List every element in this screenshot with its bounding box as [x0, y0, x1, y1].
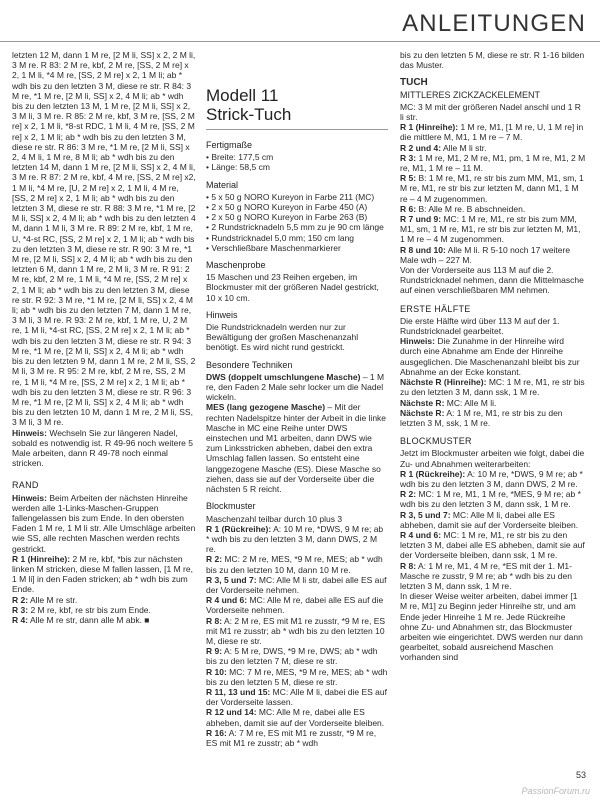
row-label: Nächste R:: [400, 407, 445, 418]
column-right: [400, 50, 586, 790]
pattern-row: [206, 616, 388, 647]
model-title: [206, 86, 388, 130]
row-label: R 8 und 10:: [400, 244, 446, 255]
row-text: A: 5 M re, DWS, *9 M re, DWS; ab * wdh bis zu den letzten 7 M, diese re str.: [206, 646, 378, 667]
pattern-row: [400, 214, 586, 245]
pattern-row: [206, 575, 388, 595]
rand-row: [12, 554, 196, 595]
row-label: R 1 (Hinreihe):: [400, 122, 459, 133]
pattern-row: [400, 530, 586, 561]
row-label: R 3:: [12, 604, 29, 615]
pattern-row: [400, 245, 586, 265]
row-text: B: Alle M re. B abschneiden.: [418, 203, 526, 214]
list-item: • Länge: 58,5 cm: [206, 162, 388, 172]
row-label: R 3, 5 und 7:: [400, 509, 451, 520]
pattern-continuation: letzten 12 M, dann 1 M re, [2 M li, SS] x 2, 2 M li, 3 M re. R 83: 2 M re, kbf, 2 M re, [SS, 2 M re] x 2, 1 M li, *4 M re, [SS, 2 M re] x 2, 1 M li; ab * wdh bis zu den letzten 3 M, diese re str. R 84: 3 M re, *1 M re, [2 M li, SS] x 2, 4 M li; ab * wdh bis zu den letzten 13 M, 1 M re, [2 M li, SS] x 2, 3 M li, 3 M re. R 85: 2 M re, kbf, 3 M re, [SS, 2 M re] x 2, 1 M li, *8-st RDC, 1 M li, 4 M re, [SS, 2 M re] x 2, 1 M li; ab * wdh bis zu den letzten 3 M, diese re str. R 86: 3 M re, *1 M re, [2 M li, SS] x 2, 4 M li, 1 M re, 8 M li; ab * wdh bis zu den letzten 14 M, dann 1 M re, [2 M li, SS] x 2, 4 M li, 3 M re. R 87: 2 M re, kbf, 4 M re, [SS, 2 M re] x2, 1 M li, *4 M re, [U, 2 M re] x 2, 1 M li, 4 M re, [SS, 2 M re] x 2, 1 M li; ab * wdh bis zu den letzten 3 M, diese re str. R 88: 3 M re, *1 M re, [2 M li, SS] x 2, 4 M li; ab * wdh bis zu den letzten 4 M, dann 1 M li, 3 M re. R 89: 2 M re, kbf, 1 M re, U, *4-st RC, [SS, 2 M re] x 2, 1 M li; ab * wdh bis zu den letzten 3 M, diese re str. R 90: 3 M re, *1 M re, [2 M li, SS] x 2, 4 M li; ab * wdh bis zu den letzten 6 M, dann 1 M re, 2 M li, 3 M re. R 91: 2 M re, kbf, 2 M re, 1 M li, *4 M re, [SS, 2 M re] x 2, 1 M li; ab * wdh bis zu den letzten 3 M, diese re str. R 92: 3 M re, *1 M re, [2 M li, SS] x 2, 4 M li; ab * wdh bis zu den letzten 7 M, dann 1 M re, 3 M li, 3 M re. R 93: 2 M re, kbf, 1 M re, U, 2 M re, 1 M li, *4-st RC, [SS, 2 M re] x 2, 1 M li; ab * wdh bis zu den letzten 3 M, diese re str. R 94: 3 M re, *1 M re, [2 M li, SS] x 2, 4 M li; ab * wdh bis zu den letzten 9 M, dann 1 M re, 2 M li, SS, 2 M li, 3 M re. R 95: 2 M re, kbf, 2 M re, SS, 2 M re, 1 M li, *4 M re, [SS, 2 M re] x 2, 1 M li; ab * wdh bis zu den letzten 3 M, diese re str. R 96: 3 M re, *1 M re, [2 M li, SS] x 2, 4 M li; ab * wdh bis zu den letzten 10 M, dann 1 M re, 2 M li, SS, 3 M li, 3 M re.: [12, 50, 196, 428]
erste-rows: [400, 377, 586, 428]
pattern-row: [400, 489, 586, 509]
header-divider: [0, 41, 600, 42]
row-text: A: 1 M re, M1, 4 M re, *ES mit der 1. M1-Masche re zusstr, 9 M re; ab * wdh bis zu den letzten 3 M, dann ssk, 1 M re.: [400, 560, 572, 591]
mes-definition: [206, 402, 388, 494]
row-label: R 7 und 9:: [400, 214, 442, 225]
row-label: R 4:: [12, 614, 29, 625]
row-label: R 2 und 4:: [400, 142, 442, 153]
rand-hinweis-label: Hinweis:: [12, 492, 47, 503]
rand-row: [12, 615, 196, 625]
pattern-row: [206, 524, 388, 555]
watermark-url: PassionForum.ru: [521, 786, 590, 796]
pattern-row: [400, 469, 586, 489]
pattern-row: [400, 204, 586, 214]
row-label: R 12 und 14:: [206, 707, 257, 718]
material-heading: Material: [206, 179, 239, 190]
row-text: A: 7 M re, ES mit M1 re zusstr, *9 M re, ES mit M1 re zusstr; ab * wdh: [206, 727, 377, 748]
list-item: • Rundstricknadel 5,0 mm; 150 cm lang: [206, 233, 388, 243]
row-label: R 5:: [400, 173, 417, 184]
pattern-row: [400, 143, 586, 153]
pattern-row: [206, 554, 388, 574]
row-label: R 3:: [400, 152, 417, 163]
erste-hinweis-text: Die Zunahme in der Hinreihe wird durch eine Abnahme am Ende der Hinreihe ausgeglichen. Die Maschenanzahl bleibt bis zur Abnahme an der Ecke konstant.: [400, 336, 580, 377]
row-text: A: 2 M re, ES mit M1 re zusstr, *9 M re, ES mit M1 re zusstr; ab * wdh bis zu den letzten 10 M, diese re str.: [206, 615, 386, 646]
row-label: Nächste R:: [400, 397, 445, 408]
tuch-heading: TUCH: [400, 77, 428, 89]
list-item: • Verschließbare Maschenmarkierer: [206, 243, 388, 253]
model-name: Strick-Tuch: [206, 105, 292, 124]
hinweis-heading: Hinweis: [206, 309, 238, 320]
dws-label: DWS (doppelt umschlungene Masche): [206, 371, 361, 382]
pattern-row: [206, 728, 388, 748]
blockmuster-heading: BLOCKMUSTER: [400, 436, 472, 447]
fertigmasse-list: [206, 152, 388, 172]
rand-row: [12, 595, 196, 605]
row-label: R 1 (Hinreihe):: [12, 553, 71, 564]
rand-row: [12, 605, 196, 615]
row-text: A: 1 M re, M1, re str bis zu den letzten 3 M, ssk, 1 M re.: [400, 407, 563, 428]
list-item: • Breite: 177,5 cm: [206, 152, 388, 162]
row-text: MC: Alle M li, dabei alle ES abheben, damit sie auf der Vorderseite bleiben.: [400, 509, 579, 530]
mes-label: MES (lang gezogene Masche): [206, 402, 326, 413]
row-label: R 2:: [12, 594, 29, 605]
row-label: R 1 (Rückreihe):: [400, 468, 466, 479]
pattern-row: [400, 122, 586, 142]
pattern-row: [206, 667, 388, 687]
hinweis-paragraph: [12, 428, 196, 469]
blockmuster-heading: Blockmuster: [206, 501, 256, 512]
pattern-row: [400, 398, 586, 408]
blockmuster-rows: [400, 469, 586, 591]
column-left: [12, 50, 196, 790]
maschenprobe-text: 15 Maschen und 23 Reihen ergeben, im Blockmuster mit der größeren Nadel gestrickt, 10 x 10 cm.: [206, 272, 379, 303]
row-label: R 16:: [206, 727, 227, 738]
pattern-row: [400, 153, 586, 173]
mes-text: – Mit der rechten Nadelspitze hinter der Arbeit in die linke Masche in MC eine Reihe unter DWS einstechen und M1 arbeiten, dann DWS wie zum Linksstricken abheben, dabei den extra Umschlag fallen lassen. So entsteht eine langgezogene Masche (ES). Diese Masche so ziehen, dass sie auf der Vorderseite über die nächsten 5 R reicht.: [206, 402, 387, 495]
section-title: ANLEITUNGEN: [402, 10, 586, 37]
row-text: Alle M re str, dann alle M abk. ■: [29, 614, 150, 625]
pattern-row: [400, 408, 586, 428]
row-text: MC: 1 M re, M1, re str bis zu den letzten 3 M, dabei alle ES abheben, damit sie auf der Vorderseite bleiben, dann ssk, 1 M re.: [400, 529, 585, 561]
row-text: Alle M li. R 5-10 noch 17 weitere Male wdh – 227 M.: [400, 244, 571, 265]
row-text: 2 M re, kbf, re str bis zum Ende.: [30, 604, 151, 615]
row-text: B: 1 M re, M1, re str bis zum MM, M1, sm, 1 M re, M1, re str bis zur letzten M, dann M1, 1 M re – 4 M zugenommen.: [400, 173, 584, 204]
row-text: MC: 1 M re, M1, re str bis zum MM, M1, sm, 1 M re, M1, re str bis zur letzten M, M1, 1 M re – 4 M zugenommen.: [400, 214, 581, 245]
rand-heading: RAND: [12, 480, 39, 491]
erste-hinweis: [400, 336, 586, 377]
row-text: MC: 1 M re, M1, re str bis zu den letzten 3 M, dann ssk, 1 M re.: [400, 377, 585, 398]
maschenprobe-heading: Maschenprobe: [206, 260, 266, 271]
row-label: R 1 (Rückreihe):: [206, 523, 272, 534]
row-label: R 10:: [206, 666, 227, 677]
blockmuster-outro: In dieser Weise weiter arbeiten, dabei immer [1 M re, M1] zu Beginn jeder Hinreihe str, und am Ende jeder Hinreihe 1 M re. Jede Rückreihe ohne Zu- und Abnahmen str, das Blockmuster arbeiten wie eingerichtet. DWS werden nur dann gearbeitet, sobald ausreichend Maschen vorhanden sind: [400, 591, 583, 663]
rand-hinweis: [12, 493, 196, 554]
pattern-row: [400, 561, 586, 592]
erste-intro: Die erste Hälfte wird über 113 M auf der 1. Rundstricknadel gearbeitet.: [400, 315, 560, 337]
blockmuster-intro: Jetzt im Blockmuster arbeiten wie folgt, dabei die Zu- und Abnahmen weiterarbeiten:: [400, 448, 585, 469]
pattern-row: [400, 510, 586, 530]
row-text: MC: Alle M li str, dabei alle ES auf der Vorderseite nehmen.: [206, 574, 387, 595]
blockmuster-intro: Maschenzahl teilbar durch 10 plus 3: [206, 513, 343, 524]
erste-hinweis-label: Hinweis:: [400, 336, 435, 347]
row-text: MC: Alle M li.: [446, 397, 497, 408]
list-item: • 5 x 50 g NORO Kureyon in Farbe 211 (MC): [206, 192, 388, 202]
pattern-row: [400, 377, 586, 397]
row-text: MC: Alle M re, dabei alle ES abheben, damit sie auf der Vorderseite bleiben.: [206, 707, 385, 728]
pattern-row: [206, 707, 388, 727]
row-text: MC: Alle M re, dabei alle ES auf die Vorderseite nehmen.: [206, 595, 384, 616]
row-label: Nächste R (Hinreihe):: [400, 377, 487, 388]
zickzack-outro: Von der Vorderseite aus 113 M auf die 2. Rundstricknadel nehmen, dann die Mittelmasche auf einen verschließbaren MM nehmen.: [400, 265, 584, 296]
row-label: R 4 und 6:: [206, 595, 248, 606]
pattern-row: [206, 687, 388, 707]
dws-text: – 1 M re, den Faden 2 Male sehr locker um die Nadel wickeln.: [206, 371, 385, 403]
rand-hinweis-text: Beim Arbeiten der nächsten Hinreihe werden alle 1-Links-Maschen-Gruppen fallengelassen bis zum Ende. In den obersten Faden 1 M re, 1 M li str. Alle Umschläge arbeiten wie SS, alle rechten Maschen werden rechts gestrickt.: [12, 492, 196, 554]
row-text: MC: 2 M re, MES, *9 M re, MES; ab * wdh bis zu den letzten 10 M, dann 10 M re.: [206, 554, 383, 575]
zickzack-intro: MC: 3 M mit der größeren Nadel anschl und 1 R li str.: [400, 101, 581, 123]
techniken-heading: Besondere Techniken: [206, 359, 293, 370]
row-text: 2 M re, kbf, *bis zur nächsten linken M stricken, diese M fallen lassen, [1 M re, 1 M li] in den Faden stricken; ab * wdh bis zum Ende.: [12, 553, 193, 595]
zickzack-heading: MITTLERES ZICKZACKELEMENT: [400, 89, 541, 100]
rand-rows: [12, 554, 196, 625]
pattern-row: [400, 173, 586, 204]
row-text: MC: Alle M li, dabei die ES auf der Vorderseite lassen.: [206, 686, 387, 708]
pattern-row: [206, 646, 388, 666]
dws-definition: [206, 372, 388, 403]
fertigmasse-heading: Fertigmaße: [206, 140, 253, 150]
row-text: MC: 7 M re, MES, *9 M re, MES; ab * wdh bis zu den letzten 5 M, diese re str.: [206, 666, 388, 687]
row-label: R 11, 13 und 15:: [206, 686, 271, 697]
row-text: A: 10 M re, *DWS, 9 M re; ab * wdh bis zu den letzten 3 M, dann DWS, 2 M re.: [206, 523, 384, 555]
list-item: • 2 x 50 g NORO Kureyon in Farbe 263 (B): [206, 212, 388, 222]
row-text: MC: 1 M re, M1, 1 M re, *MES, 9 M re; ab * wdh bis zu den letzten 3 M, dann ssk, 1 M re.: [400, 489, 581, 510]
row-text: Alle M li str.: [443, 142, 487, 153]
row-label: R 2:: [206, 554, 223, 565]
list-item: • 2 Rundstricknadeln 5,5 mm zu je 90 cm länge: [206, 222, 388, 232]
row-label: R 3, 5 und 7:: [206, 574, 257, 585]
row-text: 1 M re, M1, 2 M re, M1, pm, 1 M re, M1, 2 M re, M1, 1 M re – 11 M.: [400, 152, 586, 174]
hinweis-text: Die Rundstricknadeln werden nur zur Bewältigung der großen Maschenanzahl benötigt. Es wird nicht rund gestrickt.: [206, 322, 359, 353]
list-item: • 2 x 50 g NORO Kureyon in Farbe 450 (A): [206, 202, 388, 212]
column-middle: [206, 50, 388, 790]
row-label: R 8:: [400, 560, 417, 571]
hinweis-text: Wechseln Sie zur längeren Nadel, sobald es notwendig ist. R 49-96 noch weitere 5 Male arbeiten, dann R 49-78 noch einmal stricken.: [12, 427, 193, 469]
row-label: R 4 und 6:: [400, 529, 442, 540]
row-text: A: 10 M re, *DWS, 9 M re; ab * wdh bis zu den letzten 3 M, dann DWS, 2 M re.: [400, 468, 583, 489]
pattern-continuation: bis zu den letzten 5 M, diese re str. R 1-16 bilden das Muster.: [400, 50, 585, 71]
page-number: 53: [575, 770, 586, 780]
page-header: [0, 0, 600, 42]
row-label: R 9:: [206, 646, 223, 657]
row-label: R 8:: [206, 615, 223, 626]
row-text: Alle M re str.: [29, 594, 78, 605]
pattern-row: [206, 595, 388, 615]
material-list: [206, 192, 388, 253]
hinweis-label: Hinweis:: [12, 427, 47, 438]
erste-haelfte-heading: ERSTE HÄLFTE: [400, 303, 471, 314]
blockmuster-rows: [206, 524, 388, 748]
row-label: R 2:: [400, 489, 417, 500]
model-number: Modell 11: [206, 86, 279, 105]
row-label: R 6:: [400, 203, 417, 214]
zickzack-rows: [400, 122, 586, 265]
row-text: 1 M re, M1, [1 M re, U, 1 M re] in die mittlere M, M1, 1 M re – 7 M.: [400, 122, 584, 143]
